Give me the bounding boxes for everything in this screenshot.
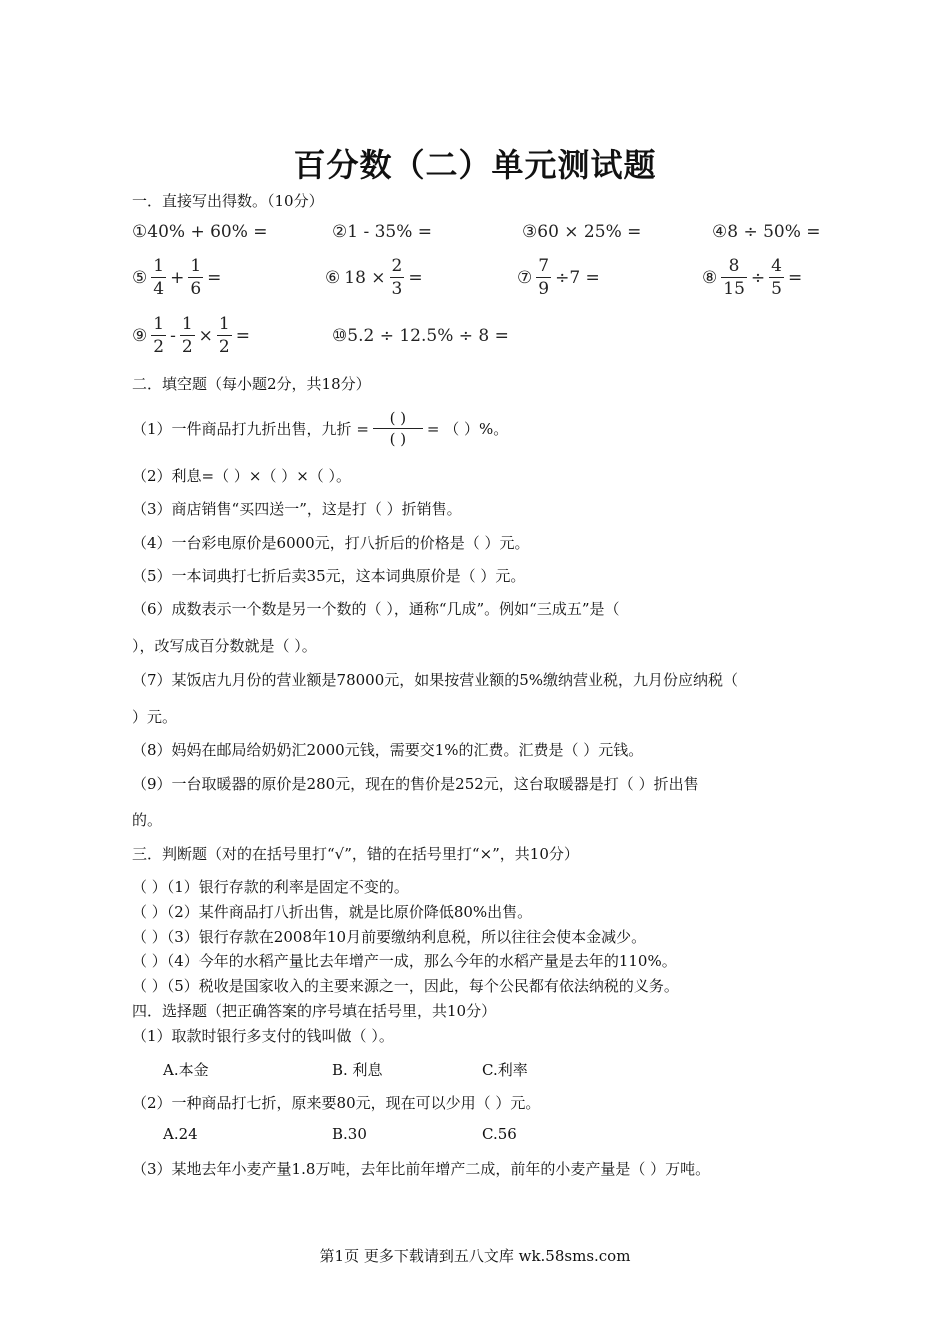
fill-question-6-line2: ），改写成百分数就是（ ）。 <box>132 637 317 655</box>
choice-1-option-c: C.利率 <box>482 1061 528 1079</box>
choice-question-1: （1）取款时银行多支付的钱叫做（ ）。 <box>132 1027 394 1045</box>
calc-item-4: ④8 ÷ 50% = <box>712 222 821 242</box>
section1-heading: 一．直接写出得数。（10分） <box>132 192 324 210</box>
judge-item-5: （ ）（5）税收是国家收入的主要来源之一，因此，每个公民都有依法纳税的义务。 <box>132 977 679 995</box>
fill-question-2: （2）利息=（ ）×（ ）×（ ）。 <box>132 467 352 485</box>
choice-1-option-a: A.本金 <box>163 1061 209 1079</box>
fill-question-8: （8）妈妈在邮局给奶奶汇2000元钱，需要交1%的汇费。汇费是（ ）元钱。 <box>132 741 644 759</box>
calc-item-1: ①40% + 60% = <box>132 222 268 242</box>
calc-item-3: ③60 × 25% = <box>522 222 642 242</box>
page-footer: 第1页 更多下载请到五八文库 wk.58sms.com <box>319 1247 631 1265</box>
fill-question-7-line1: （7）某饭店九月份的营业额是78000元，如果按营业额的5%缴纳营业税，九月份应纳税（ <box>132 671 739 689</box>
fill-question-7-line2: ）元。 <box>132 708 178 726</box>
fill-question-9-line1: （9）一台取暖器的原价是280元，现在的售价是252元，这台取暖器是打（ ）折出售 <box>132 775 699 793</box>
choice-question-3: （3）某地去年小麦产量1.8万吨，去年比前年增产二成，前年的小麦产量是（ ）万吨。 <box>132 1160 711 1178</box>
choice-1-option-b: B. 利息 <box>332 1061 383 1079</box>
judge-item-4: （ ）（4）今年的水稻产量比去年增产一成，那么今年的水稻产量是去年的110%。 <box>132 952 677 970</box>
calc-item-6: ⑥ 18 × $\frac{2}{3}$ = <box>325 256 423 299</box>
calc-item-8: ⑧ $\frac{8}{15}$ ÷ $\frac{4}{5}$ = <box>702 256 803 299</box>
fill-question-1: （1）一件商品打九折出售，九折 = ( ) ( ) = （ ）%。 <box>132 409 509 448</box>
choice-question-2: （2）一种商品打七折，原来要80元，现在可以少用（ ）元。 <box>132 1094 541 1112</box>
fill-question-3: （3）商店销售“买四送一”，这是打（ ）折销售。 <box>132 500 462 518</box>
section3-heading: 三．判断题（对的在括号里打“√”，错的在括号里打“×”，共10分） <box>132 845 579 863</box>
calc-item-10: ⑩5.2 ÷ 12.5% ÷ 8 = <box>332 326 509 346</box>
fill-question-5: （5）一本词典打七折后卖35元，这本词典原价是（ ）元。 <box>132 567 526 585</box>
section4-heading: 四．选择题（把正确答案的序号填在括号里，共10分） <box>132 1002 497 1020</box>
fill-question-4: （4）一台彩电原价是6000元，打八折后的价格是（ ）元。 <box>132 534 530 552</box>
choice-2-option-b: B.30 <box>332 1125 367 1143</box>
calc-item-5: ⑤ $\frac{1}{4}$ + $\frac{1}{6}$ = <box>132 256 222 299</box>
calc-item-9: ⑨ $\frac{1}{2}$ - $\frac{1}{2}$ × $\frac{1}{2}$ = <box>132 314 250 357</box>
choice-2-option-c: C.56 <box>482 1125 517 1143</box>
fill-question-6-line1: （6）成数表示一个数是另一个数的（ ），通称“几成”。例如“三成五”是（ <box>132 600 620 618</box>
calc-item-7: ⑦ $\frac{7}{9}$ ÷7 = <box>517 256 600 299</box>
calc-item-2: ②1 - 35% = <box>332 222 433 242</box>
section2-heading: 二．填空题（每小题2分，共18分） <box>132 375 371 393</box>
page-title: 百分数（二）单元测试题 <box>293 146 657 184</box>
judge-item-1: （ ）（1）银行存款的利率是固定不变的。 <box>132 878 409 896</box>
choice-2-option-a: A.24 <box>163 1125 198 1143</box>
fill-question-9-line2: 的。 <box>132 811 163 829</box>
judge-item-3: （ ）（3）银行存款在2008年10月前要缴纳利息税，所以往往会使本金减少。 <box>132 928 647 946</box>
judge-item-2: （ ）（2）某件商品打八折出售，就是比原价降低80%出售。 <box>132 903 533 921</box>
